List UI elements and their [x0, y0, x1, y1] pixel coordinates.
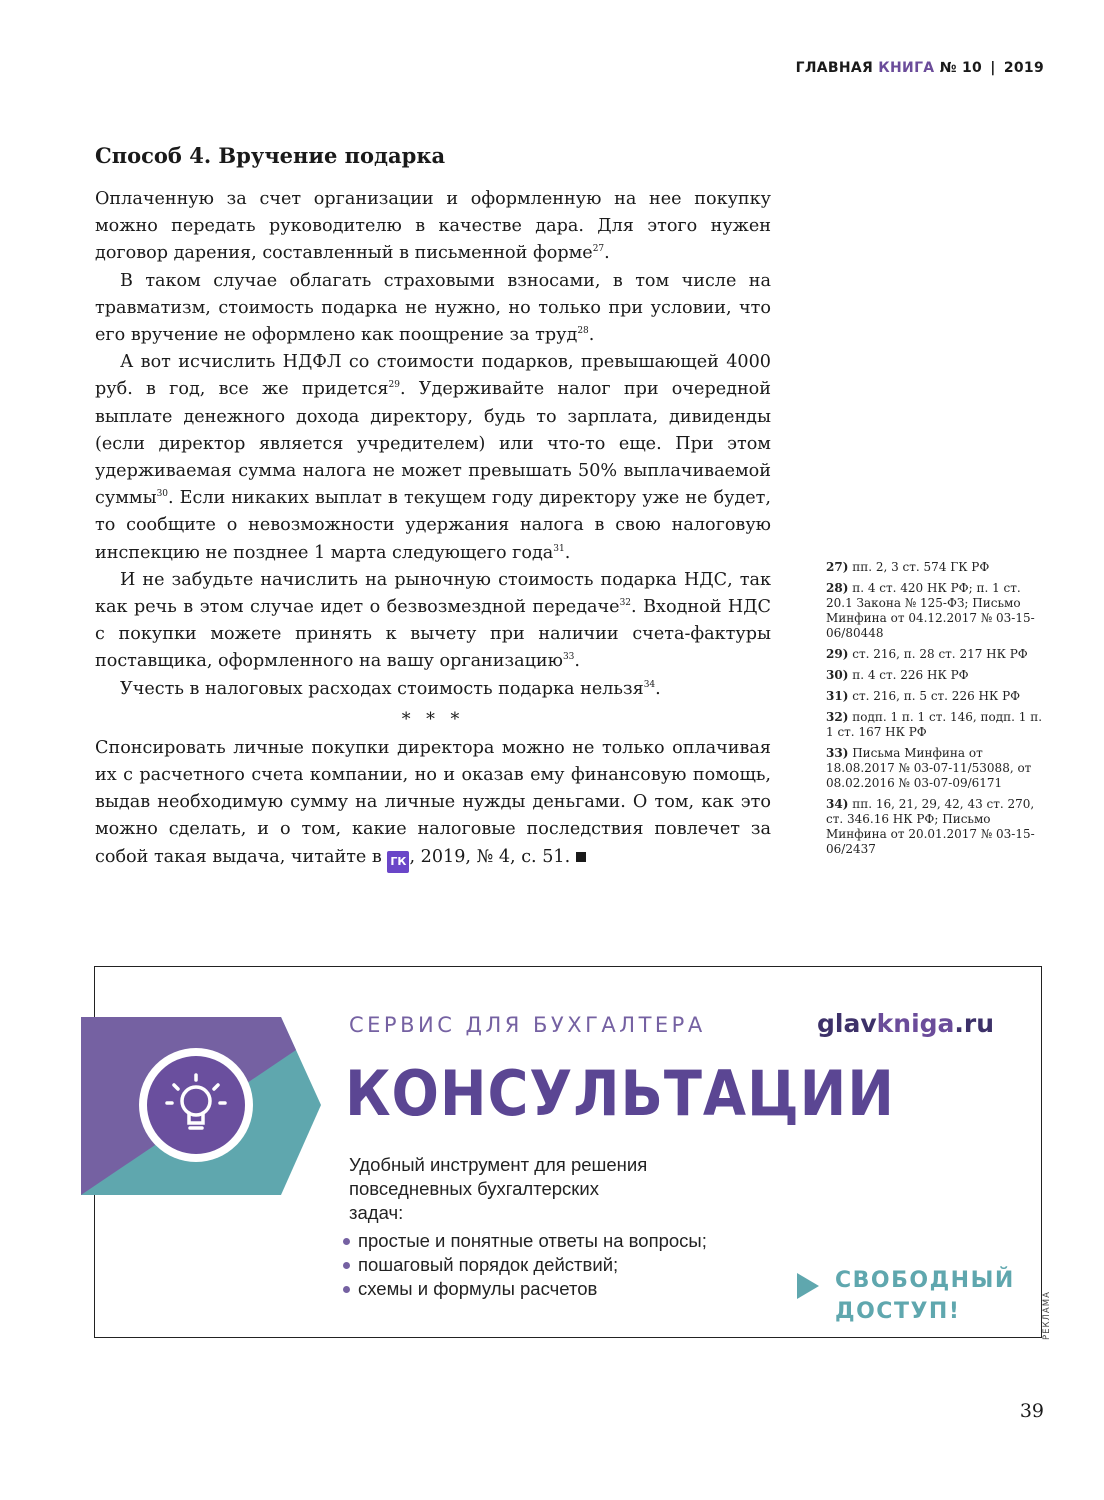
- paragraph-5: Учесть в налоговых расходах стоимость подарка нельзя$^{34}$.: [120, 678, 661, 699]
- ad-website[interactable]: glavkniga.ru: [817, 1009, 995, 1038]
- end-mark-icon: [576, 852, 586, 862]
- ad-disclaimer: РЕКЛАМА: [1042, 1291, 1052, 1340]
- footnote-ref[interactable]: 33: [562, 652, 575, 663]
- ad-feature-list: [343, 1229, 707, 1301]
- footnote-item: 27) пп. 2, 3 ст. 574 ГК РФ: [826, 560, 990, 574]
- list-item: пошаговый порядок действий;: [343, 1253, 707, 1277]
- footnote-ref[interactable]: 30: [156, 489, 169, 500]
- list-item: схемы и формулы расчетов: [343, 1277, 707, 1301]
- issue-year: 2019: [1003, 60, 1044, 76]
- footnote-ref[interactable]: 27: [592, 244, 605, 255]
- article-body: [95, 186, 771, 873]
- ad-description: Удобный инструмент для решения повседневных бухгалтерских задач:: [349, 1154, 648, 1223]
- ad-title: КОНСУЛЬТАЦИИ: [345, 1057, 895, 1130]
- advertisement-banner[interactable]: [94, 966, 1042, 1338]
- footnote-item: 28) п. 4 ст. 420 НК РФ; п. 1 ст. 20.1 Закона № 125-ФЗ; Письмо Минфина от 04.12.2017 № 03-15-06/80448: [826, 581, 1035, 640]
- magazine-name-a: ГЛАВНАЯ: [795, 60, 874, 76]
- section-heading: Способ 4. Вручение подарка: [95, 143, 446, 168]
- ad-service-label: СЕРВИС ДЛЯ БУХГАЛТЕРА: [349, 1013, 706, 1037]
- paragraph-2: В таком случае облагать страховыми взносами, в том числе на травматизм, стоимость подарка не нужно, но только при условии, что его вручение не оформлено как поощрение за труд$^{28}$.: [95, 270, 771, 346]
- footnote-item: 33) Письма Минфина от 18.08.2017 № 03-07-11/53088, от 08.02.2016 № 03-07-09/6171: [826, 746, 1032, 790]
- paragraph-3: А вот исчислить НДФЛ со стоимости подарков, превышающей 4000 руб. в год, все же придется$^{29}$. Удерживайте налог при очередной выплате денежного дохода директору, будь то зарплата, дивиденды (если директор является учредителем) или что-то еще. При этом удерживаемая сумма налога не может превышать 50% выплачиваемой суммы$^{30}$. Если никаких выплат в текущем году директору уже не будет, то сообщите о невозможности удержания налога в свою налоговую инспекцию не позднее 1 марта следующего года$^{31}$.: [95, 352, 771, 563]
- free-access-link[interactable]: СВОБОДНЫЙ ДОСТУП!: [835, 1268, 1015, 1324]
- footnotes: [826, 560, 1051, 863]
- footnote-item: 31) ст. 216, п. 5 ст. 226 НК РФ: [826, 689, 1021, 703]
- issue-number: № 10: [939, 60, 983, 76]
- footnote-ref[interactable]: 29: [388, 380, 400, 391]
- bullet-icon: [343, 1262, 350, 1269]
- section-divider: * * *: [401, 709, 465, 730]
- page-number: 39: [1019, 1400, 1044, 1422]
- running-header: [796, 60, 1044, 76]
- gk-magazine-badge[interactable]: ГК: [387, 851, 409, 873]
- play-arrow-icon: [797, 1273, 819, 1299]
- footnote-item: 34) пп. 16, 21, 29, 42, 43 ст. 270, ст. 346.16 НК РФ; Письмо Минфина от 20.01.2017 № 03-15-06/2437: [826, 797, 1035, 856]
- footnote-ref[interactable]: 32: [619, 598, 632, 609]
- list-item: простые и понятные ответы на вопросы;: [343, 1229, 707, 1253]
- paragraph-1: Оплаченную за счет организации и оформленную на нее покупку можно передать руководителю в качестве дара. Для этого нужен договор дарения, составленный в письменной форме$^{27}$.: [95, 189, 771, 264]
- consultations-logo: [81, 1017, 321, 1195]
- footnote-ref[interactable]: 28: [577, 326, 589, 337]
- header-separator: |: [990, 60, 996, 76]
- paragraph-4: И не забудьте начислить на рыночную стоимость подарка НДС, так как речь в этом случае идет о безвозмездной передаче$^{32}$. Входной НДС с покупки можете принять к вычету при наличии счета-фактуры поставщика, оформленного на вашу организацию$^{33}$.: [95, 569, 771, 672]
- footnote-ref[interactable]: 34: [643, 679, 656, 690]
- bullet-icon: [343, 1238, 350, 1245]
- magazine-name-b: КНИГА: [878, 60, 935, 76]
- footnote-item: 29) ст. 216, п. 28 ст. 217 НК РФ: [826, 647, 1028, 661]
- paragraph-6: Спонсировать личные покупки директора можно не только оплачивая их с расчетного счета компании, но и оказав ему финансовую помощь, выдав необходимую сумму на личные нужды деньгами. О том, как это можно сделать, и о том, какие налоговые последствия повлечет за собой такая выдача, читайте в ГК , 2019, № 4, с. 51.: [95, 735, 771, 873]
- footnote-item: 32) подп. 1 п. 1 ст. 146, подп. 1 п. 1 ст. 167 НК РФ: [826, 710, 1043, 739]
- bullet-icon: [343, 1286, 350, 1293]
- footnote-item: 30) п. 4 ст. 226 НК РФ: [826, 668, 969, 682]
- footnote-ref[interactable]: 31: [553, 543, 565, 554]
